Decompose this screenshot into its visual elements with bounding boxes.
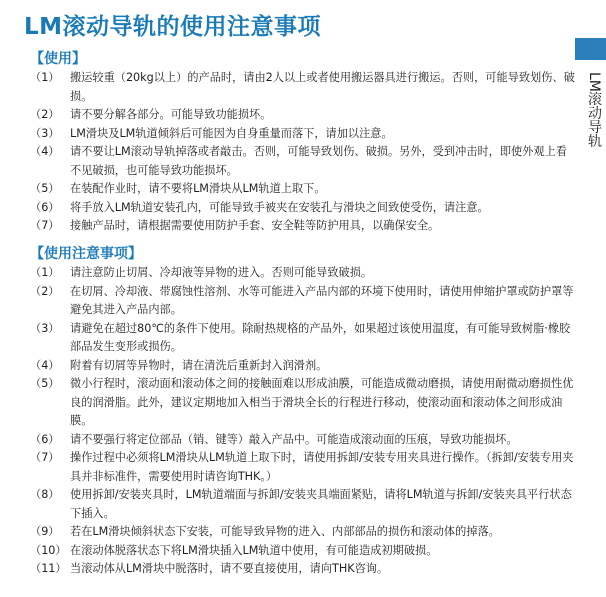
- item-number: （6）: [30, 432, 60, 446]
- item-number: （3）: [30, 126, 60, 140]
- item-number: （11）: [30, 562, 67, 575]
- item-text: 若在LM滑块倾斜状态下安装，可能导致异物的进入、内部部品的损伤和滚动体的掉落。: [70, 525, 500, 538]
- item-text: 微小行程时，滚动面和滚动体之间的接触面难以形成油膜，可能造成微动磨损，请使用耐微动磨损性优良的润滑脂。此外，建议定期地加入相当于滑块全长的行程进行移动，使滚动面和滚动体之间形成油膜。: [70, 377, 574, 427]
- item-text: LM滑块及LM轨道倾斜后可能因为自身重量而落下，请加以注意。: [70, 126, 393, 140]
- item-number: （1）: [30, 71, 60, 84]
- list-item: [30, 320, 575, 357]
- list-item: [30, 449, 575, 486]
- item-number: （8）: [30, 488, 60, 501]
- item-number: （9）: [30, 525, 60, 538]
- list-item: [30, 375, 575, 431]
- item-number: （6）: [30, 200, 60, 214]
- item-number: （4）: [30, 358, 60, 372]
- list-item: [30, 283, 575, 320]
- item-text: 当滚动体从LM滑块中脱落时，请不要直接使用，请向THK咨询。: [70, 562, 389, 575]
- list-item: [30, 486, 575, 523]
- item-number: （5）: [30, 182, 60, 195]
- list-item: [30, 431, 575, 450]
- list-item: [30, 560, 575, 579]
- list-item: [30, 180, 575, 199]
- item-number: （5）: [30, 377, 60, 390]
- item-number: （3）: [30, 321, 60, 335]
- item-number: （1）: [30, 266, 60, 279]
- item-text: 请不要让LM滚动导轨掉落或者敲击。否则，可能导致划伤、破损。另外，受到冲击时，即使外观上看不见破损，也可能导致功能损坏。: [70, 145, 567, 177]
- item-number: （4）: [30, 145, 60, 158]
- item-number: （2）: [30, 108, 60, 121]
- list-item: [30, 357, 575, 376]
- item-text: 将手放入LM轨道安装孔内，可能导致手被夹在安装孔与滑块之间致使受伤，请注意。: [70, 200, 489, 214]
- list-item: [30, 125, 575, 144]
- list-item: [30, 199, 575, 218]
- item-text: 在滚动体脱落状态下将LM滑块插入LM轨道中使用，有可能造成初期破损。: [70, 543, 438, 557]
- item-text: 请不要分解各部分。可能导致功能损坏。: [70, 108, 272, 121]
- item-text: 在装配作业时，请不要将LM滑块从LM轨道上取下。: [70, 182, 326, 195]
- list-item: [30, 143, 575, 180]
- page-title: LM滚动导轨的使用注意事项: [24, 14, 322, 40]
- item-number: （10）: [30, 543, 67, 557]
- item-number: （7）: [30, 451, 60, 464]
- cautions-heading: 【使用注意事项】: [30, 246, 142, 262]
- list-item: [30, 69, 575, 106]
- usage-heading: 【使用】: [30, 51, 86, 67]
- usage-list: [30, 69, 575, 236]
- cautions-list: [30, 264, 575, 579]
- item-number: （7）: [30, 219, 60, 232]
- list-item: [30, 542, 575, 561]
- item-text: 使用拆卸/安装夹具时，LM轨道端面与拆卸/安装夹具端面紧贴，请将LM轨道与拆卸/安装夹具平行状态下插入。: [70, 488, 572, 520]
- item-text: 接触产品时，请根据需要使用防护手套、安全鞋等防护用具，以确保安全。: [70, 219, 440, 232]
- item-text: 操作过程中必须将LM滑块从LM轨道上取下时，请使用拆卸/安装专用夹具进行操作。（拆卸/安装专用夹具并非标准件，需要使用时请咨询THK。）: [70, 451, 574, 483]
- cautions-section: [30, 244, 575, 579]
- list-item: [30, 106, 575, 125]
- usage-section: [30, 49, 575, 236]
- item-text: 在切屑、冷却液、带腐蚀性溶剂、水等可能进入产品内部的环境下使用时，请使用伸缩护罩或防护罩等避免其进入产品内部。: [70, 284, 574, 316]
- item-text: 请不要强行将定位部品（销、键等）敲入产品中。可能造成滚动面的压痕，导致功能损坏。: [70, 432, 518, 446]
- side-tab-marker: [575, 38, 606, 60]
- item-number: （2）: [30, 284, 60, 298]
- side-section-label: LM滚动导轨: [586, 72, 602, 148]
- item-text: 请注意防止切屑、冷却液等异物的进入。否则可能导致破损。: [70, 266, 373, 279]
- list-item: [30, 523, 575, 542]
- item-text: 请避免在超过80℃的条件下使用。除耐热规格的产品外，如果超过该使用温度，有可能导致树脂·橡胶部品发生变形或损伤。: [70, 321, 571, 353]
- list-item: [30, 217, 575, 236]
- item-text: 搬运较重（20kg以上）的产品时，请由2人以上或者使用搬运器具进行搬运。否则，可能导致划伤、破损。: [70, 71, 575, 103]
- item-text: 附着有切屑等异物时，请在清洗后重新封入润滑剂。: [70, 358, 328, 372]
- list-item: [30, 264, 575, 283]
